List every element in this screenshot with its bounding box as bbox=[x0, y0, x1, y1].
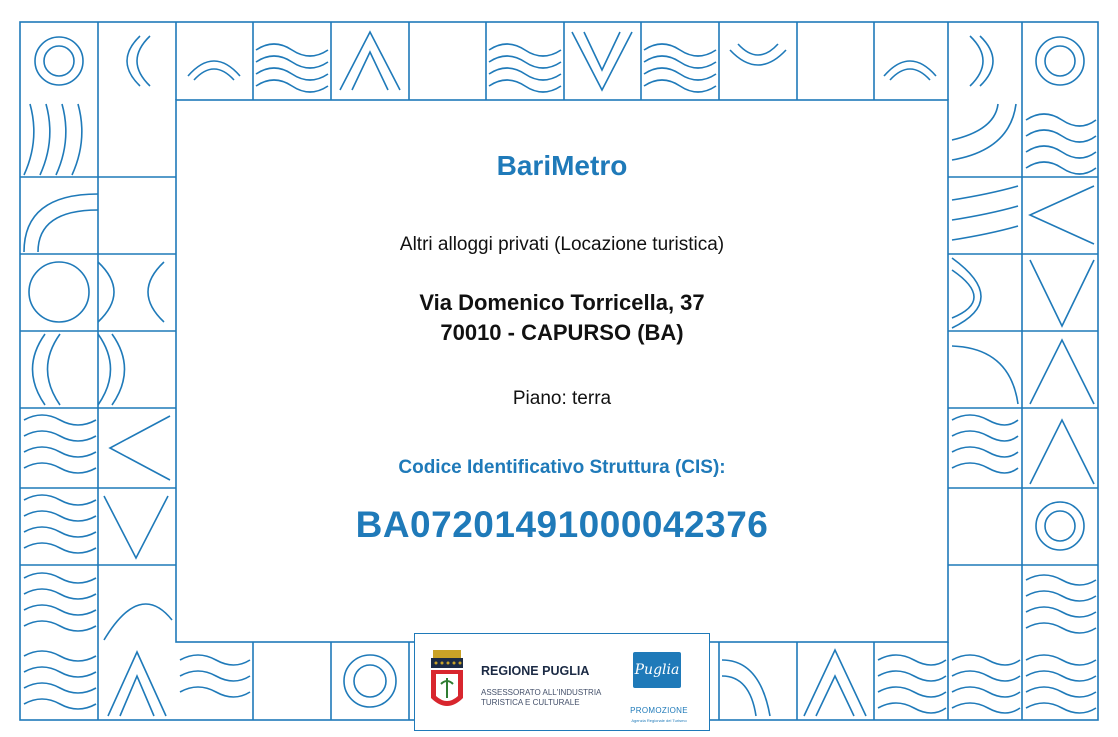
structure-category: Altri alloggi privati (Locazione turistica) bbox=[399, 234, 725, 255]
puglia-promozione-name: PROMOZIONE bbox=[630, 706, 688, 715]
address-line-1: Via Domenico Torricella, 37 bbox=[419, 290, 705, 315]
regione-puglia-crest-icon bbox=[427, 648, 467, 718]
structure-address bbox=[176, 288, 948, 348]
structure-floor: Piano: terra bbox=[512, 388, 612, 409]
regione-puglia-name: REGIONE PUGLIA bbox=[481, 664, 590, 678]
cis-code: BA07201491000042376 bbox=[355, 504, 769, 545]
footer-logos bbox=[414, 633, 710, 731]
regione-puglia-sub-1: ASSESSORATO ALL'INDUSTRIA bbox=[481, 688, 602, 697]
cis-label: Codice Identificativo Struttura (CIS): bbox=[398, 457, 726, 478]
address-line-2: 70010 - CAPURSO (BA) bbox=[440, 320, 684, 345]
regione-puglia-sub-2: TURISTICA E CULTURALE bbox=[481, 698, 580, 707]
puglia-promozione-logo: Puglia bbox=[633, 652, 681, 688]
puglia-promozione-sub: Agenzia Regionale del Turismo bbox=[631, 718, 687, 723]
structure-title: BariMetro bbox=[496, 150, 628, 181]
